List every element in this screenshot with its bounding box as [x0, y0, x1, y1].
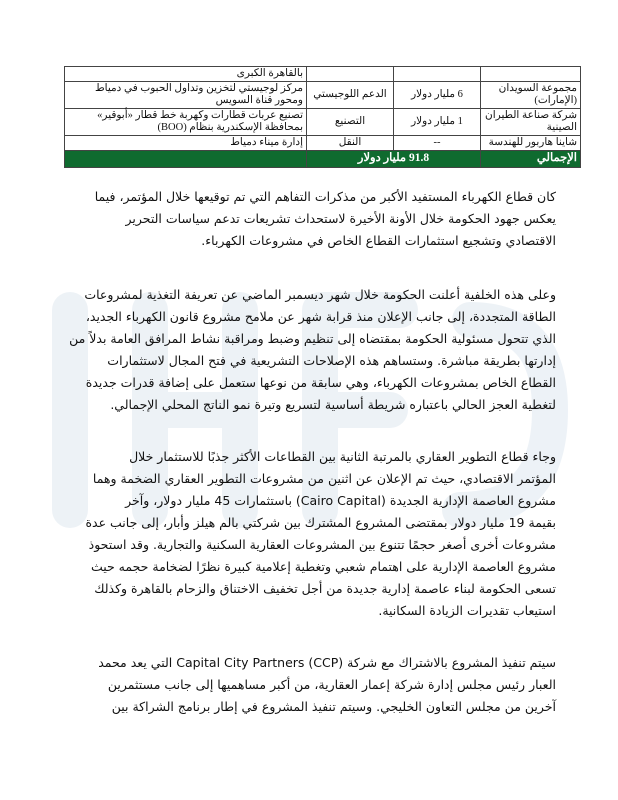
sector-cell: التصنيع — [307, 109, 394, 136]
text-line: تسعى الحكومة لبناء عاصمة إدارية جديدة من أجل تخفيف الاختناق والزحام بالقاهرة وكذلك — [94, 581, 556, 596]
paragraph-real-estate — [62, 446, 556, 622]
text-line: بقيمة 19 مليار دولار بمقتضى المشروع المشترك بين شركتي بالم هيلز وأبار، إلى جانب عدة — [85, 515, 556, 530]
value-cell: 1 مليار دولار — [394, 109, 481, 136]
sector-cell: النقل — [307, 136, 394, 151]
text-line: الذي تتحول مسئولية الحكومة بمقتضاه إلى تنظيم وضبط ومراقبة نشاط المرافق العامة بدلاً من — [69, 331, 556, 346]
text-line: مشروع العاصمة الإدارية على اهتمام شعبي وتغطية إعلامية كبيرة نظرًا لضخامة حجمه حيث — [90, 559, 556, 574]
text-line: العبار رئيس مجلس إدارة شركة إعمار العقارية، من أكبر مساهميها إلى جانب مستثمرين — [107, 677, 556, 692]
project-cell: تصنيع عربات قطارات وكهربة خط قطار «أبوقير» بمحافظة الإسكندرية بنظام (BOO) — [65, 109, 307, 136]
text-line: وعلى هذه الخلفية أعلنت الحكومة خلال شهر ديسمبر الماضي عن تعريفة التغذية لمشروعات — [84, 287, 556, 302]
company-cell: شاينا هاربور للهندسة — [481, 136, 581, 151]
text-line: الطاقة المتجددة، إلى جانب الإعلان منذ قرابة شهر عن ملامح مشروع قانون الكهرباء الجديد، — [85, 309, 556, 324]
value-cell — [394, 67, 481, 82]
total-row — [65, 151, 581, 167]
text-line: لتغطية العجز الحالي باعتباره شريطة أساسية لتسريع وتيرة نمو الناتج المحلي الإجمالي. — [110, 397, 556, 412]
table-row — [65, 67, 581, 82]
project-cell: إدارة ميناء دمياط — [65, 136, 307, 151]
investments-table — [64, 66, 581, 168]
text-line: القطاع الخاص بمشروعات الكهرباء، وهي سابقة من نوعها ستعمل على إضافة قدرات جديدة — [85, 375, 556, 390]
text-line: مشروع العاصمة الإدارية الجديدة (Cairo Capital) باستثمارات 45 مليار دولار، وآخر — [125, 493, 556, 508]
text-line: آخرين من مجلس التعاون الخليجي. وسيتم تنفيذ المشروع في إطار برنامج الشراكة بين — [111, 699, 556, 714]
text-line: وجاء قطاع التطوير العقاري بالمرتبة الثانية بين القطاعات الأكثر جذبًا للاستثمار خلال — [129, 449, 556, 464]
total-value: 91.8 مليار دولار — [307, 151, 481, 167]
text-line: المؤتمر الاقتصادي، حيث تم الإعلان عن اثنين من مشروعات التطوير العقاري الضخمة وهما — [92, 471, 556, 486]
table-row — [65, 82, 581, 109]
text-line: إدارتها بطريقة مباشرة. وستساهم هذه الإصلاحات التشريعية في فتح المجال لاستثمارات — [107, 353, 556, 368]
text-line: سيتم تنفيذ المشروع بالاشتراك مع شركة Capital City Partners (CCP) التي يعد محمد — [98, 655, 556, 670]
table-row — [65, 109, 581, 136]
company-cell — [481, 67, 581, 82]
text-line: الاقتصادي وتشجيع استثمارات القطاع الخاص في مشروعات الكهرباء. — [201, 233, 556, 248]
paragraph-ccp — [62, 652, 556, 718]
sector-cell: الدعم اللوجيستي — [307, 82, 394, 109]
table-row — [65, 136, 581, 151]
paragraph-legislation — [62, 284, 556, 416]
text-line: استيعاب تقديرات الزيادة السكانية. — [378, 603, 556, 618]
project-cell: بالقاهرة الكبرى — [65, 67, 307, 82]
total-label: الإجمالي — [481, 151, 581, 167]
total-blank-cell — [65, 151, 307, 167]
paragraph-electricity — [62, 186, 556, 252]
text-line: مشروعات أخرى أصغر حجمًا تتنوع بين المشروعات العقارية السكنية والتجارية. وقد استحوذ — [88, 537, 556, 552]
text-line: كان قطاع الكهرباء المستفيد الأكبر من مذكرات التفاهم التي تم توقيعها خلال المؤتمر، فيما — [94, 189, 556, 204]
company-cell: مجموعة السويدان (الإمارات) — [481, 82, 581, 109]
sector-cell — [307, 67, 394, 82]
value-cell: -- — [394, 136, 481, 151]
value-cell: 6 مليار دولار — [394, 82, 481, 109]
project-cell: مركز لوجيستي لتخزين وتداول الحبوب في دمياط ومحور قناة السويس — [65, 82, 307, 109]
company-cell: شركة صناعة الطيران الصينية — [481, 109, 581, 136]
text-line: يعكس جهود الحكومة خلال الأونة الأخيرة لاستحداث تشريعات تدعم سياسات التحرير — [125, 211, 556, 226]
